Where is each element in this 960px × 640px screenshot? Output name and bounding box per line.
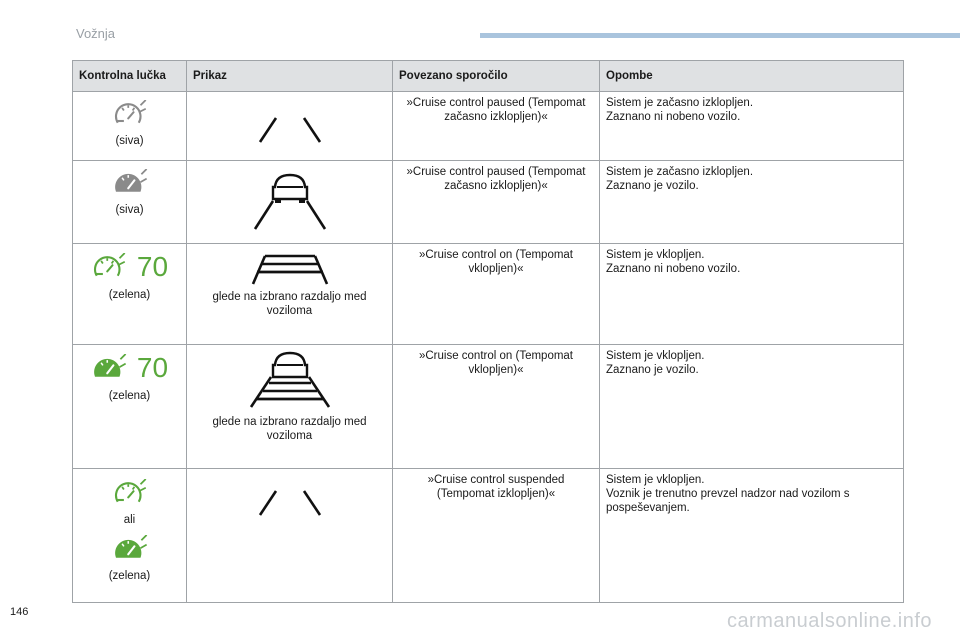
message-cell: »Cruise control paused (Tempomat začasno izklopljen)« — [393, 161, 600, 244]
lamp-caption: (zelena) — [108, 390, 151, 402]
table-row — [73, 469, 904, 603]
lamp-caption: (zelena) — [108, 570, 151, 582]
speedometer-icon — [112, 100, 148, 128]
speedometer-icon — [112, 169, 148, 197]
lamp-caption: (siva) — [115, 204, 144, 216]
header-kontrolna-lucka: Kontrolna lučka — [73, 61, 187, 92]
lamp-cell — [73, 161, 187, 244]
speedometer-icon — [112, 479, 148, 507]
table-row — [73, 345, 904, 469]
notes-cell: Sistem je začasno izklopljen. Zaznano je vozilo. — [600, 161, 904, 244]
table-header-row — [73, 61, 904, 92]
notes-cell: Sistem je vklopljen. Zaznano je vozilo. — [600, 345, 904, 469]
page-number: 146 — [10, 606, 29, 618]
speedometer-icon — [91, 253, 127, 281]
display-cell — [187, 345, 393, 469]
display-cell — [187, 92, 393, 161]
speed-value: 70 — [136, 352, 169, 383]
header-bar — [480, 33, 960, 38]
header-povezano-sporocilo: Povezano sporočilo — [393, 61, 600, 92]
lamp-caption: (siva) — [115, 135, 144, 147]
watermark: carmanualsonline.info — [726, 610, 932, 632]
section-title: Vožnja — [76, 26, 116, 41]
lane-lines-icon — [235, 248, 345, 290]
lamp-cell — [73, 345, 187, 469]
header-opombe: Opombe — [600, 61, 904, 92]
notes-cell: Sistem je vklopljen. Zaznano ni nobeno vozilo. — [600, 244, 904, 345]
header-prikaz: Prikaz — [187, 61, 393, 92]
lamp-caption: (zelena) — [108, 289, 151, 301]
message-cell: »Cruise control suspended (Tempomat izklopljen)« — [393, 469, 600, 603]
speedometer-icon — [91, 354, 127, 382]
display-caption: glede na izbrano razdaljo med voziloma — [212, 416, 367, 442]
table-row — [73, 244, 904, 345]
vehicle-ahead-icon — [235, 349, 345, 411]
display-cell — [187, 161, 393, 244]
lamp-cell — [73, 92, 187, 161]
table-row — [73, 161, 904, 244]
message-cell: »Cruise control on (Tempomat vklopljen)« — [393, 244, 600, 345]
message-cell: »Cruise control on (Tempomat vklopljen)« — [393, 345, 600, 469]
notes-cell: Sistem je vklopljen. Voznik je trenutno prevzel nadzor nad vozilom s pospeševanjem. — [600, 469, 904, 603]
display-caption: glede na izbrano razdaljo med voziloma — [212, 291, 367, 317]
lane-lines-icon — [240, 96, 340, 152]
lamp-or-label: ali — [123, 514, 136, 526]
display-cell — [187, 469, 393, 603]
speedometer-icon — [112, 535, 148, 563]
notes-cell: Sistem je začasno izklopljen. Zaznano ni nobeno vozilo. — [600, 92, 904, 161]
lane-lines-icon — [240, 473, 340, 529]
lamp-cell — [73, 244, 187, 345]
message-cell: »Cruise control paused (Tempomat začasno izklopljen)« — [393, 92, 600, 161]
vehicle-ahead-icon — [235, 165, 345, 235]
display-cell — [187, 244, 393, 345]
indicator-table — [72, 60, 904, 603]
table-row — [73, 92, 904, 161]
lamp-cell — [73, 469, 187, 603]
speed-value: 70 — [136, 251, 169, 282]
